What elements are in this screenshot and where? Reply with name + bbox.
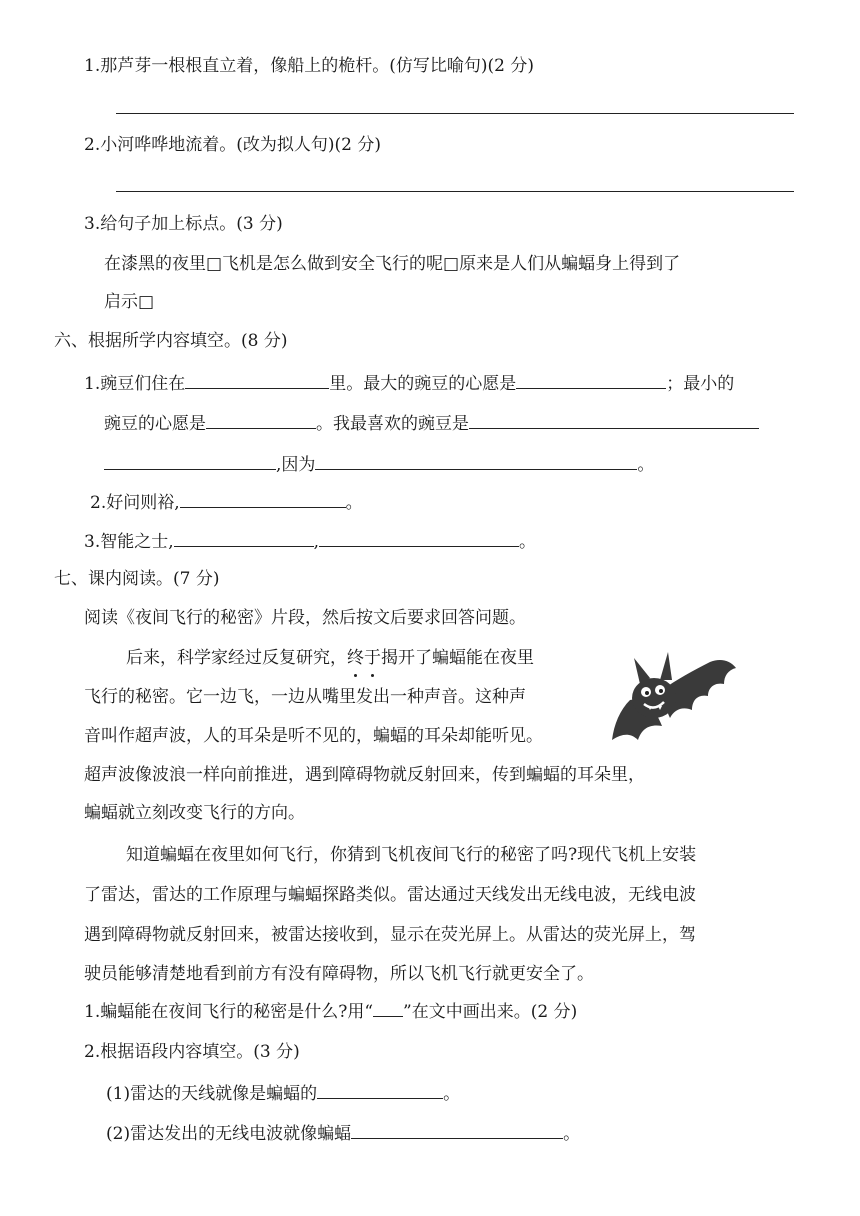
- q5-item2: 2.小河哗哗地流着。(改为拟人句)(2 分): [84, 135, 381, 155]
- q6-item1-line3: [104, 451, 654, 477]
- q6-item1-c: ；最小的: [666, 374, 735, 394]
- q6-item3-a: 3.智能之士,: [84, 532, 174, 552]
- q6-item1-f: ,因为: [276, 455, 316, 475]
- q7-question2-1-end: 。: [443, 1084, 461, 1104]
- q7-question1: [84, 1000, 577, 1024]
- passage-p1-line4: 超声波像波浪一样向前推进，遇到障碍物就反射回来，传到蝙蝠的耳朵里，: [84, 765, 645, 785]
- dotted-char-2: 于: [364, 648, 381, 668]
- q7-question2-2-end: 。: [563, 1124, 581, 1144]
- q6-title: 六、根据所学内容填空。(8 分): [54, 331, 288, 351]
- q7-question2: 2.根据语段内容填空。(3 分): [84, 1042, 300, 1062]
- passage-p2-line2: 了雷达，雷达的工作原理与蝙蝠探路类似。雷达通过天线发出无线电波，无线电波: [84, 885, 696, 905]
- blank-q6-8[interactable]: [174, 528, 314, 547]
- q5-item1: 1.那芦芽一根根直立着，像船上的桅杆。(仿写比喻句)(2 分): [84, 56, 534, 76]
- passage-p1-line3: 音叫作超声波，人的耳朵是听不见的，蝙蝠的耳朵却能听见。: [84, 726, 543, 746]
- blank-q6-6[interactable]: [315, 451, 637, 470]
- blank-q6-7[interactable]: [180, 489, 346, 508]
- q6-item1-line1: [84, 370, 734, 396]
- blank-q7-1[interactable]: [317, 1080, 443, 1099]
- q7-question2-1-text: (1)雷达的天线就像是蝙蝠的: [106, 1084, 318, 1104]
- passage-p2-line4: 驶员能够清楚地看到前方有没有障碍物，所以飞机飞行就更安全了。: [84, 964, 594, 984]
- blank-q6-2[interactable]: [516, 370, 666, 389]
- passage-p1-line1-a: 后来，科学家经过反复研究，: [126, 648, 347, 668]
- blank-q6-1[interactable]: [185, 370, 329, 389]
- q6-item1-b: 里。最大的豌豆的心愿是: [329, 374, 517, 394]
- blank-q6-5[interactable]: [104, 451, 276, 470]
- passage-p1-line1: [126, 646, 534, 670]
- passage-p1-line2: 飞行的秘密。它一边飞，一边从嘴里发出一种声音。这种声: [84, 687, 526, 707]
- q7-question1-a: 1.蝙蝠能在夜间飞行的秘密是什么?用“: [84, 1002, 374, 1022]
- q5-item3-text-line1: 在漆黑的夜里□飞机是怎么做到安全飞行的呢□原来是人们从蝙蝠身上得到了: [104, 254, 681, 274]
- q6-item3-c: 。: [519, 532, 537, 552]
- passage-p2-line1: 知道蝙蝠在夜里如何飞行，你猜到飞机夜间飞行的秘密了吗?现代飞机上安装: [126, 845, 697, 865]
- passage-p1-line1-b: 揭开了蝙蝠能在夜里: [381, 648, 534, 668]
- q6-item3-b: ,: [313, 532, 320, 552]
- q6-item1-e: 。我最喜欢的豌豆是: [316, 414, 469, 434]
- q7-question1-b: ”在文中画出来。(2 分): [403, 1002, 578, 1022]
- q7-intro: 阅读《夜间飞行的秘密》片段，然后按文后要求回答问题。: [84, 608, 526, 628]
- blank-q6-3[interactable]: [206, 410, 316, 429]
- q5-item3-text-line2: 启示□: [104, 292, 155, 312]
- q6-item2: [90, 489, 363, 515]
- blank-q6-4[interactable]: [469, 410, 759, 429]
- dotted-char-1: 终: [347, 648, 364, 668]
- q7-title: 七、课内阅读。(7 分): [54, 569, 220, 589]
- q6-item1-a: 1.豌豆们住在: [84, 374, 186, 394]
- bat-illustration: [610, 640, 740, 750]
- answer-line-q5-1[interactable]: [116, 113, 794, 114]
- blank-q6-9[interactable]: [319, 528, 519, 547]
- answer-line-q5-2[interactable]: [116, 191, 794, 192]
- q7-question2-2: [106, 1120, 580, 1146]
- q6-item2-a: 2.好问则裕,: [90, 493, 180, 513]
- q5-item3: 3.给句子加上标点。(3 分): [84, 214, 283, 234]
- passage-p1-line5: 蝙蝠就立刻改变飞行的方向。: [84, 803, 305, 823]
- q6-item2-b: 。: [345, 493, 363, 513]
- q7-question2-1: [106, 1080, 460, 1106]
- q6-item1-d: 豌豆的心愿是: [104, 414, 206, 434]
- passage-p2-line3: 遇到障碍物就反射回来，被雷达接收到，显示在荧光屏上。从雷达的荧光屏上，驾: [84, 925, 696, 945]
- q7-question2-2-text: (2)雷达发出的无线电波就像蝙蝠: [106, 1124, 352, 1144]
- q6-item1-line2: [104, 410, 759, 436]
- q6-item1-g: 。: [637, 455, 655, 475]
- blank-q7-2[interactable]: [351, 1120, 563, 1139]
- q6-item3: [84, 528, 536, 554]
- underline-symbol: [373, 1000, 403, 1017]
